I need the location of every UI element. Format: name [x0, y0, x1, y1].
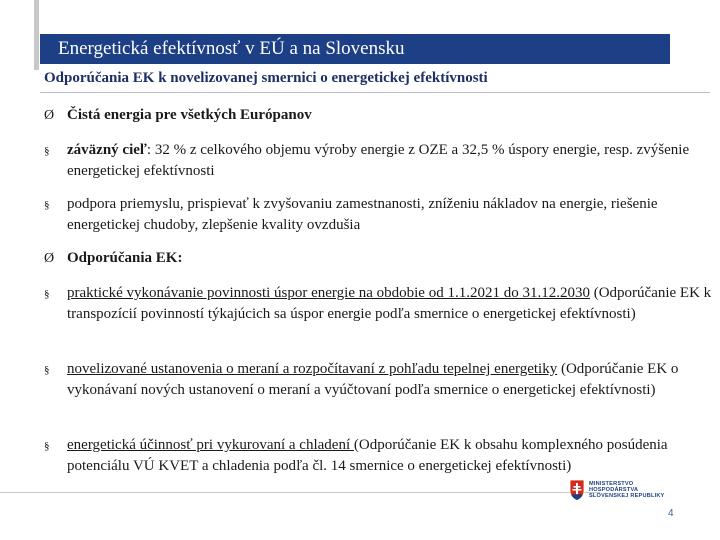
section-heading-text: Odporúčania EK:: [67, 250, 183, 266]
title-bar: [40, 34, 670, 64]
footer-divider: [0, 492, 600, 493]
list-item-text: podpora priemyslu, prispievať k zvyšovaniu zamestnanosti, zníženiu nákladov na energie, riešenie energetickej chudoby, zlepšenie kvality ovzdušia: [67, 196, 658, 233]
recommendation-note: (Odporúčanie EK k obsahu komplexného posúdenia potenciálu VÚ KVET a chladenia podľa čl. 14 smernice o energetickej efektívnosti): [67, 437, 668, 474]
list-item: [44, 194, 712, 236]
header-accent-rule: [34, 0, 39, 70]
square-bullet-icon: §: [44, 288, 50, 300]
recommendation-link[interactable]: praktické vykonávanie povinnosti úspor energie na obdobie od 1.1.2021 do 31.12.2030: [67, 285, 590, 301]
square-bullet-icon: §: [44, 364, 50, 376]
ministry-logo: [569, 479, 699, 505]
slovak-coat-of-arms-icon: [569, 479, 585, 501]
recommendation-note: (Odporúčanie EK o vykonávaní nových ustanovení o meraní a vyúčtovaní podľa smernice o energetickej efektívnosti): [67, 361, 679, 398]
page-number: 4: [668, 508, 674, 519]
list-item: [44, 283, 712, 325]
arrow-bullet-icon: Ø: [44, 251, 55, 266]
ministry-name-line: MINISTERSTVO: [589, 481, 634, 487]
binding-target-text: : 32 % z celkového objemu výroby energie z OZE a 32,5 % úspory energie, resp. zvýšenie energetickej efektívnosti: [67, 142, 690, 179]
square-bullet-icon: §: [44, 440, 50, 452]
section-heading-clean-energy: [44, 105, 712, 126]
recommendation-note: (Odporúčanie EK k transpozícií povinností týkajúcich sa úspor energie podľa smernice o energetickej efektívnosti): [67, 285, 712, 322]
list-item-text: [67, 359, 712, 401]
list-item-text: [67, 435, 712, 477]
recommendation-link[interactable]: novelizované ustanovenia o meraní a rozpočítavaní z pohľadu tepelnej energetiky: [67, 361, 558, 377]
page-title: Energetická efektívnosť v EÚ a na Slovensku: [58, 38, 405, 59]
section-heading-recommendations: [44, 248, 712, 269]
square-bullet-icon: §: [44, 199, 50, 211]
binding-target-label: záväzný cieľ: [67, 142, 147, 158]
recommendation-link[interactable]: energetická účinnosť pri vykurovaní a chladení: [67, 437, 354, 453]
ministry-name-line: HOSPODÁRSTVA: [589, 487, 639, 494]
section-heading-text: Čistá energia pre všetkých Európanov: [67, 107, 312, 123]
list-item: [44, 359, 712, 401]
ministry-name: [589, 481, 665, 500]
list-item: [44, 435, 712, 477]
arrow-bullet-icon: Ø: [44, 108, 55, 123]
list-item: [44, 140, 712, 182]
square-bullet-icon: §: [44, 145, 50, 157]
list-item-text: [67, 283, 712, 325]
ministry-name-line: SLOVENSKEJ REPUBLIKY: [589, 493, 665, 500]
page-subtitle: Odporúčania EK k novelizovanej smernici o energetickej efektívnosti: [44, 70, 488, 86]
subtitle-divider: [40, 92, 710, 93]
list-item-text: [67, 140, 712, 182]
